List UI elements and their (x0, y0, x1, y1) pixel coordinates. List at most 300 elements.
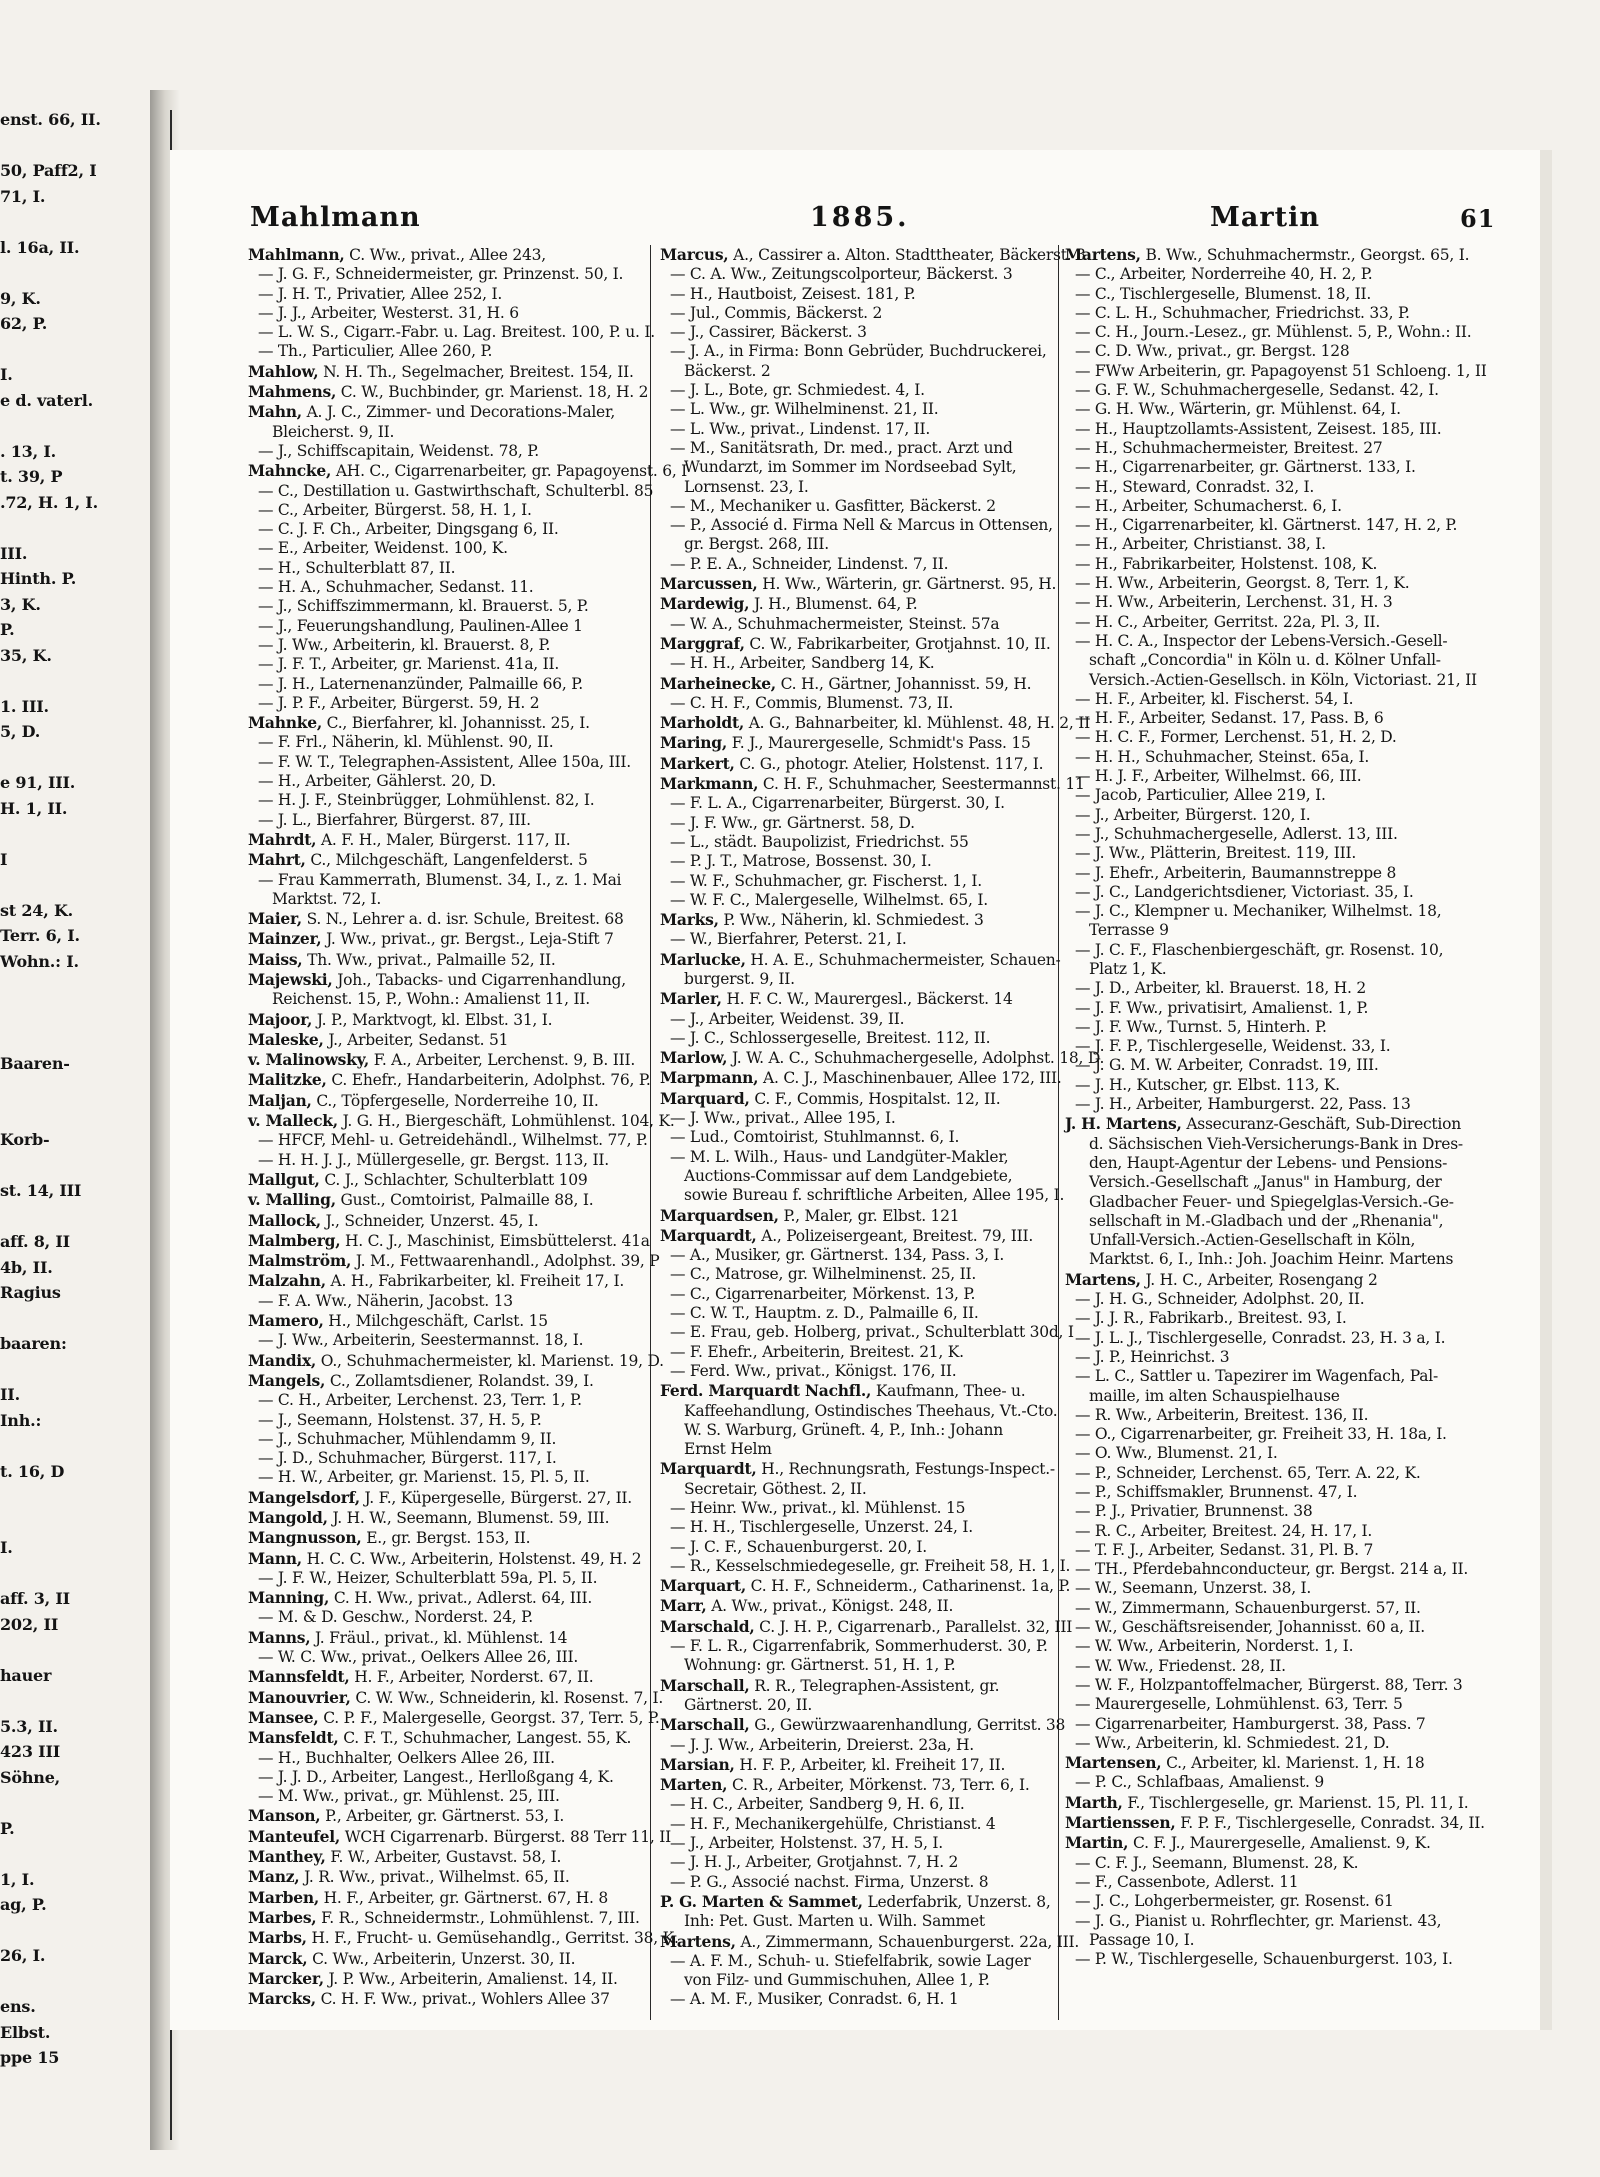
entry-surname: Manson, (248, 1806, 321, 1826)
entry-details: J. R. Ww., privat., Wilhelmst. 65, II. (299, 1868, 570, 1887)
directory-entry (660, 1538, 1050, 1557)
entry-details: H., Rechnungsrath, Festungs-Inspect.- (756, 1460, 1055, 1479)
previous-page-line: 50, Paff2, I (0, 161, 97, 180)
entry-details: den, Haupt-Agentur der Lebens- und Pensions- (1089, 1153, 1448, 1172)
directory-entry (1065, 1464, 1460, 1483)
entry-details: Wohnung: gr. Gärtnerst. 51, H. 1, P. (684, 1656, 956, 1675)
entry-details: — C. F. J., Seemann, Blumenst. 28, K. (1075, 1853, 1359, 1872)
previous-page-line: 1. III. (0, 696, 49, 716)
directory-entry (660, 265, 1050, 284)
directory-entry (248, 481, 654, 501)
entry-surname: Ferd. Marquardt Nachfl., (660, 1381, 872, 1401)
directory-entry (248, 694, 638, 713)
entry-details: J. Ww., privat., gr. Bergst., Leja-Stift 7 (321, 930, 614, 949)
previous-page-line: l. 16a, II. (0, 237, 80, 257)
directory-entry (248, 1111, 675, 1131)
entry-details: A. J. C., Zimmer- und Decorations-Maler, (301, 403, 616, 422)
entry-details: — H. F., Mechanikergehülfe, Christianst. 4 (670, 1814, 996, 1833)
entry-details: P., Arbeiter, gr. Gärtnerst. 53, I. (320, 1807, 565, 1826)
directory-entry (248, 1151, 638, 1170)
previous-page-line: baaren: (0, 1334, 67, 1353)
directory-entry (248, 520, 638, 539)
entry-details: C. H. F., Schuhmacher, Seestermannst. 11 (758, 775, 1085, 794)
directory-entry (1065, 632, 1460, 651)
directory-entry (1065, 883, 1460, 902)
entry-details: — H. H. J. J., Müllergeselle, gr. Bergst. 113, II. (258, 1150, 609, 1169)
entry-details: — P., Schneider, Lerchenst. 65, Terr. A. 22, K. (1075, 1463, 1421, 1482)
directory-entry (1065, 1502, 1460, 1521)
directory-entry (1065, 1037, 1460, 1056)
directory-entry (1065, 1212, 1460, 1231)
entry-details: — C., Cigarrenarbeiter, Mörkenst. 13, P. (670, 1284, 976, 1303)
previous-page-line: . 13, I. (0, 441, 57, 461)
entry-details: — C. H. F., Commis, Blumenst. 73, II. (670, 693, 954, 712)
directory-entry (248, 1867, 638, 1887)
directory-entry (248, 1608, 638, 1627)
directory-entry (1065, 1873, 1460, 1892)
directory-entry (248, 1468, 638, 1487)
entry-surname: Malmberg, (248, 1230, 341, 1250)
directory-entry (660, 1576, 1071, 1596)
directory-entry (248, 1331, 638, 1350)
entry-details: — C. H., Arbeiter, Lerchenst. 23, Terr. 1, P. (258, 1391, 582, 1410)
directory-entry (248, 1091, 638, 1111)
entry-surname: Martienssen, (1065, 1813, 1176, 1833)
entry-details: H. C. J., Maschinist, Eimsbüttelerst. 41a (340, 1231, 650, 1250)
directory-entry (1065, 1560, 1469, 1579)
entry-details: J., Schneider, Unzerst. 45, I. (320, 1211, 539, 1230)
entry-details: — J. H. T., Privatier, Allee 252, I. (258, 284, 503, 303)
previous-page-line: 71, I. (0, 186, 46, 206)
entry-surname: Marcussen, (660, 574, 758, 594)
directory-entry (248, 1170, 638, 1190)
entry-surname: Mamero, (248, 1311, 324, 1331)
entry-details: maille, im alten Schauspielhause (1089, 1386, 1340, 1405)
directory-entry (1065, 574, 1460, 593)
directory-entry (248, 1667, 638, 1687)
entry-details: — H. Ww., Arbeiterin, Georgst. 8, Terr. 1, K. (1075, 574, 1410, 593)
entry-details: F., Tischlergeselle, gr. Marienst. 15, Pl. 11, I. (1122, 1793, 1469, 1812)
directory-entry (660, 304, 1050, 323)
entry-details: C. H. F., Schneiderm., Catharinenst. 1a, P. (746, 1577, 1071, 1596)
directory-entry (1065, 806, 1460, 825)
previous-page-line: 5, D. (0, 722, 41, 741)
entry-details: C., Töpfergeselle, Norderreihe 10, II. (311, 1091, 599, 1110)
entry-details: H. C. C. Ww., Arbeiterin, Holstenst. 49, H. 2 (301, 1549, 642, 1568)
directory-entry (660, 1440, 1050, 1459)
entry-surname: Marck, (248, 1948, 308, 1968)
entry-surname: Marcks, (248, 1989, 316, 2009)
directory-entry (248, 733, 638, 752)
directory-entry (660, 930, 1050, 949)
entry-details: — W. Ww., Arbeiterin, Norderst. 1, I. (1075, 1637, 1354, 1656)
directory-entry (248, 1949, 638, 1969)
entry-details: — J. C., Klempner u. Mechaniker, Wilhelmst. 18, (1075, 902, 1442, 921)
entry-details: — Frau Kammerrath, Blumenst. 34, I., z. 1. Mai (258, 870, 622, 889)
entry-surname: Mahncke, (248, 461, 332, 481)
entry-details: C. H. F. Ww., privat., Wohlers Allee 37 (315, 1990, 610, 2009)
entry-details: — F. L. R., Cigarrenfabrik, Sommerhuderst. 30, P. (670, 1637, 1048, 1656)
directory-entry (660, 634, 1050, 654)
directory-entry (660, 1616, 1073, 1637)
entry-details: — M. Ww., privat., gr. Mühlenst. 25, III. (258, 1787, 560, 1806)
directory-entry (1065, 1095, 1460, 1114)
directory-entry (248, 597, 638, 616)
entry-details: — J., Feuerungshandlung, Paulinen-Allee 1 (258, 616, 583, 635)
entry-details: J. P., Marktvogt, kl. Elbst. 31, I. (312, 1010, 553, 1029)
entry-surname: v. Malling, (248, 1190, 336, 1210)
entry-details: F. A., Arbeiter, Lerchenst. 9, B. III. (369, 1051, 636, 1070)
previous-page-line: Wohn.: I. (0, 951, 79, 971)
entry-details: sellschaft in M.-Gladbach und der „Rhenania", (1089, 1211, 1444, 1230)
entry-surname: Marpmann, (660, 1068, 759, 1088)
entry-details: — F. Ehefr., Arbeiterin, Breitest. 21, K. (670, 1342, 964, 1361)
entry-details: — W. F. C., Malergeselle, Wilhelmst. 65, I. (670, 890, 988, 909)
entry-details: C. Ww., Arbeiterin, Unzerst. 30, II. (307, 1949, 576, 1968)
entry-details: E., gr. Bergst. 153, II. (361, 1529, 531, 1548)
directory-entry (660, 323, 1050, 342)
directory-entry (1065, 1522, 1460, 1541)
directory-entry (248, 1350, 664, 1371)
directory-entry (660, 654, 1050, 673)
entry-surname: Malmström, (248, 1251, 352, 1271)
previous-page-line: t. 16, D (0, 1461, 65, 1481)
directory-entry (248, 461, 688, 481)
directory-entry (660, 1912, 1050, 1931)
entry-details: Gladbacher Feuer- und Spiegelglas-Versich.-Ge- (1089, 1192, 1454, 1211)
entry-surname: Manns, (248, 1627, 311, 1647)
entry-surname: Marquardt, (660, 1225, 757, 1245)
directory-entry (248, 1707, 660, 1728)
entry-details: — J. G. M. W. Arbeiter, Conradst. 19, III. (1075, 1056, 1379, 1075)
previous-page-line: 423 III (0, 1742, 61, 1761)
directory-entry (1065, 323, 1472, 342)
entry-details: C. R., Arbeiter, Mörkenst. 73, Terr. 6, I. (727, 1776, 1030, 1795)
entry-details: Kaffeehandlung, Ostindisches Theehaus, Vt.-Cto. (684, 1401, 1058, 1420)
directory-entry (1065, 516, 1460, 535)
entry-surname: Mannsfeldt, (248, 1667, 350, 1687)
directory-entry (1065, 1367, 1460, 1386)
entry-details: — J. L., Bierfahrer, Bürgerst. 87, III. (258, 810, 531, 829)
entry-details: — J. P. F., Arbeiter, Bürgerst. 59, H. 2 (258, 693, 540, 712)
entry-surname: Mallgut, (248, 1169, 320, 1189)
entry-details: — Ww., Arbeiterin, kl. Schmiedest. 21, D. (1075, 1733, 1390, 1752)
previous-page-fragment (0, 110, 172, 2140)
previous-page-line: aff. 8, II (0, 1232, 70, 1251)
entry-surname: Majoor, (248, 1009, 313, 1029)
entry-details: — H. H., Tischlergeselle, Unzerst. 24, I. (670, 1518, 973, 1537)
entry-details: — F., Cassenbote, Adlerst. 11 (1075, 1872, 1299, 1891)
directory-entry (1065, 1250, 1460, 1269)
entry-surname: Marcker, (248, 1968, 324, 1988)
directory-entry (660, 1990, 1050, 2009)
entry-details: P. Ww., Näherin, kl. Schmiedest. 3 (718, 911, 984, 930)
entry-surname: Marschall, (660, 1675, 750, 1695)
directory-entry (1065, 1114, 1460, 1134)
directory-entry (248, 1030, 638, 1050)
entry-details: — M. & D. Geschw., Norderst. 24, P. (258, 1608, 533, 1627)
directory-entry (1065, 555, 1460, 574)
directory-entry (660, 497, 1050, 516)
directory-entry (1065, 1348, 1460, 1367)
directory-entry (1065, 941, 1460, 960)
entry-details: — J. D., Schuhmacher, Bürgerst. 117, I. (258, 1449, 557, 1468)
directory-entry (660, 814, 1050, 833)
entry-details: — H. J. F., Steinbrügger, Lohmühlenst. 82, I. (258, 791, 595, 810)
directory-entry (248, 950, 638, 970)
entry-details: F. P. F., Tischlergeselle, Conradst. 34, II. (1175, 1814, 1485, 1833)
directory-entry (1065, 1134, 1463, 1154)
entry-details: — J. H. J., Arbeiter, Grotjahnst. 7, H. 2 (670, 1853, 959, 1872)
entry-surname: Malzahn, (248, 1271, 326, 1291)
entry-details: — HFCF, Mehl- u. Getreidehändl., Wilhelmst. 77, P. (258, 1131, 648, 1150)
directory-entry (660, 1459, 1055, 1479)
directory-entry (660, 1323, 1074, 1342)
entry-surname: Manouvrier, (248, 1687, 351, 1707)
directory-entry (660, 852, 1050, 871)
directory-entry (660, 1285, 1050, 1304)
entry-surname: Mahrt, (248, 850, 306, 870)
directory-entry (660, 1148, 1050, 1167)
directory-entry (248, 265, 638, 284)
entry-surname: Marler, (660, 989, 722, 1009)
header-year: 1885. (810, 202, 910, 233)
entry-details: — H., Arbeiter, Schumacherst. 6, I. (1075, 496, 1342, 515)
entry-details: — J., Arbeiter, Holstenst. 37, H. 5, I. (670, 1834, 943, 1853)
directory-entry (248, 1131, 648, 1150)
page-number: 61 (1460, 204, 1496, 233)
entry-details: — H. C., Arbeiter, Sandberg 9, H. 6, II. (670, 1795, 965, 1814)
header-right-word: Martin (1210, 202, 1320, 233)
entry-details: — H. C., Arbeiter, Gerritst. 22a, Pl. 3, II. (1075, 612, 1381, 631)
entry-details: — J., Schuhmacher, Mühlendamm 9, II. (258, 1429, 557, 1448)
entry-details: J., Arbeiter, Sedanst. 51 (323, 1030, 509, 1049)
previous-page-line: e 91, III. (0, 773, 76, 792)
entry-surname: Malitzke, (248, 1070, 327, 1090)
entry-surname: v. Malinowsky, (248, 1050, 370, 1070)
entry-details: F. W., Arbeiter, Gustavst. 58, I. (325, 1848, 562, 1867)
directory-entry (660, 1892, 1050, 1912)
entry-details: — L. W. S., Cigarr.-Fabr. u. Lag. Breitest. 100, P. u. I. (258, 323, 655, 342)
entry-surname: Marggraf, (660, 633, 745, 653)
entry-surname: Majewski, (248, 969, 333, 989)
entry-details: C., Arbeiter, kl. Marienst. 1, H. 18 (1161, 1754, 1425, 1773)
directory-entry (660, 516, 1053, 535)
directory-entry (660, 1401, 1058, 1421)
entry-details: O., Schuhmachermeister, kl. Marienst. 19, D. (316, 1351, 664, 1370)
directory-entry (1065, 497, 1460, 516)
entry-details: — W., Bierfahrer, Peterst. 21, I. (670, 930, 907, 949)
directory-entry (248, 753, 638, 772)
entry-details: — H. F., Arbeiter, Sedanst. 17, Pass. B, 6 (1075, 709, 1384, 728)
directory-entry (248, 342, 638, 361)
directory-entry (248, 675, 638, 694)
entry-details: S. N., Lehrer a. d. isr. Schule, Breitest. 68 (301, 910, 624, 929)
entry-details: H. F. C. W., Maurergesl., Bäckerst. 14 (721, 990, 1013, 1009)
directory-entry (1065, 767, 1460, 786)
entry-surname: Maiss, (248, 949, 303, 969)
entry-details: — C., Tischlergeselle, Blumenst. 18, II. (1075, 284, 1372, 303)
entry-details: J. Fräul., privat., kl. Mühlenst. 14 (310, 1628, 568, 1647)
directory-entry (660, 1873, 1050, 1892)
entry-surname: Mardewig, (660, 594, 750, 614)
directory-entry (248, 1251, 660, 1271)
entry-details: C. J. H. P., Cigarrenarb., Parallelst. 32, III (754, 1617, 1073, 1636)
directory-entry (248, 909, 638, 929)
entry-details: schaft „Concordia" in Köln u. d. Kölner Unfall- (1089, 651, 1441, 670)
entry-details: Secretair, Göthest. 2, II. (684, 1479, 867, 1498)
entry-details: C. W., Buchbinder, gr. Marienst. 18, H. 2 (336, 383, 649, 402)
entry-details: gr. Bergst. 268, III. (684, 535, 829, 554)
directory-entry (660, 1656, 1050, 1675)
entry-surname: Mansfeldt, (248, 1728, 339, 1748)
entry-details: Versich.-Gesellschaft „Janus" in Hamburg, der (1089, 1173, 1442, 1192)
previous-page-line: st 24, K. (0, 900, 74, 920)
entry-details: — C. H., Journ.-Lesez., gr. Mühlenst. 5, P., Wohn.: II. (1075, 323, 1472, 342)
entry-details: — J. Ww., privat., Allee 195, I. (670, 1109, 896, 1128)
entry-details: Terrasse 9 (1089, 921, 1169, 940)
directory-column-3 (1065, 245, 1487, 2030)
entry-details: Th. Ww., privat., Palmaille 52, II. (302, 950, 556, 969)
entry-details: — Jacob, Particulier, Allee 219, I. (1075, 786, 1326, 805)
entry-surname: Marschald, (660, 1616, 755, 1636)
entry-details: — P. J., Privatier, Brunnenst. 38 (1075, 1502, 1313, 1521)
entry-surname: Marschall, (660, 1715, 750, 1735)
directory-entry (660, 1676, 1050, 1696)
entry-details: Auctions-Commissar auf dem Landgebiete, (684, 1166, 1013, 1185)
directory-entry (660, 1596, 1050, 1616)
directory-entry (248, 1628, 638, 1648)
directory-entry (248, 1430, 638, 1449)
directory-entry (248, 1411, 638, 1430)
directory-entry (660, 1010, 1050, 1029)
entry-surname: Mahrdt, (248, 829, 317, 849)
entry-details: A., Polizeisergeant, Breitest. 79, III. (756, 1226, 1034, 1245)
entry-details: — H., Cigarrenarbeiter, kl. Gärtnerst. 147, H. 2, P. (1075, 516, 1458, 535)
directory-entry (660, 1715, 1066, 1735)
entry-details: Gärtnerst. 20, II. (684, 1695, 813, 1714)
entry-details: — Cigarrenarbeiter, Hamburgerst. 38, Pass. 7 (1075, 1714, 1426, 1733)
entry-details: — C., Arbeiter, Bürgerst. 58, H. 1, I. (258, 500, 532, 519)
directory-entry (660, 1421, 1050, 1440)
entry-details: — J. G., Pianist u. Rohrflechter, gr. Marienst. 43, (1075, 1911, 1442, 1930)
directory-entry (660, 872, 1050, 891)
directory-entry (1065, 1833, 1460, 1853)
directory-entry (248, 970, 638, 990)
directory-entry (660, 1775, 1050, 1795)
entry-details: J. M., Fettwaarenhandl., Adolphst. 39, P (351, 1252, 660, 1271)
directory-entry (660, 342, 1050, 361)
entry-details: J. F., Küpergeselle, Bürgerst. 27, II. (359, 1488, 632, 1507)
entry-details: — L., städt. Baupolizist, Friedrichst. 55 (670, 832, 969, 851)
directory-entry (1065, 786, 1460, 805)
directory-entry (660, 1089, 1050, 1109)
entry-details: — Heinr. Ww., privat., kl. Mühlenst. 15 (670, 1499, 966, 1517)
directory-entry (248, 1528, 638, 1548)
directory-entry (660, 949, 1061, 970)
entry-details: — W., Geschäftsreisender, Johannisst. 60 a, II. (1075, 1618, 1425, 1637)
entry-surname: Marholdt, (660, 713, 745, 733)
directory-entry (1065, 1290, 1460, 1309)
directory-entry (1065, 245, 1470, 265)
entry-details: — W., Seemann, Unzerst. 38, I. (1075, 1579, 1312, 1598)
entry-details: — H., Arbeiter, Christianst. 38, I. (1075, 535, 1326, 554)
directory-entry (660, 1186, 1065, 1205)
entry-details: H. A. E., Schuhmachermeister, Schauen- (745, 950, 1061, 969)
entry-details: — J. C. F., Schauenburgerst. 20, I. (670, 1537, 927, 1556)
entry-surname: Maier, (248, 909, 302, 929)
entry-surname: Mallock, (248, 1210, 321, 1230)
entry-details: — C. D. Ww., privat., gr. Bergst. 128 (1075, 342, 1350, 361)
directory-entry (1065, 1483, 1460, 1502)
entry-details: — W. Ww., Friedenst. 28, II. (1075, 1656, 1286, 1675)
entry-details: — L. Ww., privat., Lindenst. 17, II. (670, 419, 931, 438)
previous-page-line: I. (0, 1538, 13, 1557)
entry-details: Kaufmann, Thee- u. (871, 1382, 1026, 1401)
entry-details: A. C. J., Maschinenbauer, Allee 172, III. (758, 1069, 1062, 1088)
directory-entry (248, 285, 638, 304)
entry-surname: Mahn, (248, 402, 302, 422)
entry-details: — R. Ww., Arbeiterin, Breitest. 136, II. (1075, 1405, 1369, 1424)
entry-details: — M., Sanitätsrath, Dr. med., pract. Arzt und (670, 438, 1013, 457)
entry-surname: Marheinecke, (660, 673, 776, 693)
directory-entry (660, 1128, 1050, 1147)
entry-details: — J. P., Heinrichst. 3 (1075, 1347, 1230, 1366)
directory-entry (1065, 1931, 1460, 1950)
directory-entry (248, 1787, 638, 1806)
entry-surname: Marquart, (660, 1576, 746, 1596)
directory-entry (660, 1226, 1050, 1246)
directory-entry (248, 501, 638, 520)
directory-entry (248, 811, 638, 830)
entry-surname: Marquardt, (660, 1459, 757, 1479)
entry-details: — R., Kesselschmiedegeselle, gr. Freiheit 58, H. 1, I. (670, 1556, 1071, 1575)
entry-details: Marktst. 6, I., Inh.: Joh. Joachim Heinr. Martens (1089, 1250, 1454, 1269)
entry-details: — J. F. T., Arbeiter, gr. Marienst. 41a, II. (258, 655, 560, 674)
entry-details: F. R., Schneidermstr., Lohmühlenst. 7, III. (316, 1908, 640, 1927)
entry-details: — Th., Particulier, Allee 260, P. (258, 342, 493, 361)
entry-details: Ernst Helm (684, 1440, 772, 1459)
directory-entry (1065, 1792, 1469, 1813)
entry-surname: Marquardsen, (660, 1205, 779, 1225)
directory-entry (248, 636, 638, 655)
directory-entry (660, 1736, 1050, 1755)
entry-surname: Martens, (660, 1931, 736, 1951)
directory-entry (660, 1556, 1071, 1576)
directory-entry (1065, 1329, 1460, 1348)
entry-details: Wundarzt, im Sommer im Nordseebad Sylt, (684, 458, 1017, 477)
previous-page-line: st. 14, III (0, 1181, 82, 1200)
directory-entry (660, 594, 1050, 614)
directory-entry (1065, 420, 1460, 439)
directory-entry (660, 794, 1050, 813)
entry-details: — C. A. Ww., Zeitungscolporteur, Bäckerst. 3 (670, 265, 1013, 284)
entry-details: C., Zollamtsdiener, Rolandst. 39, I. (325, 1371, 594, 1390)
entry-details: — H. H., Arbeiter, Sandberg 14, K. (670, 654, 935, 673)
entry-details: H. Ww., Wärterin, gr. Gärtnerst. 95, H. (757, 575, 1057, 594)
directory-entry (1065, 670, 1477, 690)
entry-details: — H. A., Schuhmacher, Sedanst. 11. (258, 578, 534, 597)
directory-page (170, 150, 1540, 2030)
entry-details: — J. F. Ww., privatisirt, Amalienst. 1, P. (1075, 998, 1369, 1017)
directory-entry (660, 674, 1050, 694)
entry-details: — J., Seemann, Holstenst. 37, H. 5, P. (258, 1410, 542, 1429)
entry-surname: Mahmens, (248, 382, 337, 402)
directory-entry (248, 423, 638, 442)
entry-details: W. S. Warburg, Grüneft. 4, P., Inh.: Johann (684, 1420, 1004, 1439)
directory-entry (1065, 1854, 1460, 1873)
entry-surname: Marlucke, (660, 949, 746, 969)
